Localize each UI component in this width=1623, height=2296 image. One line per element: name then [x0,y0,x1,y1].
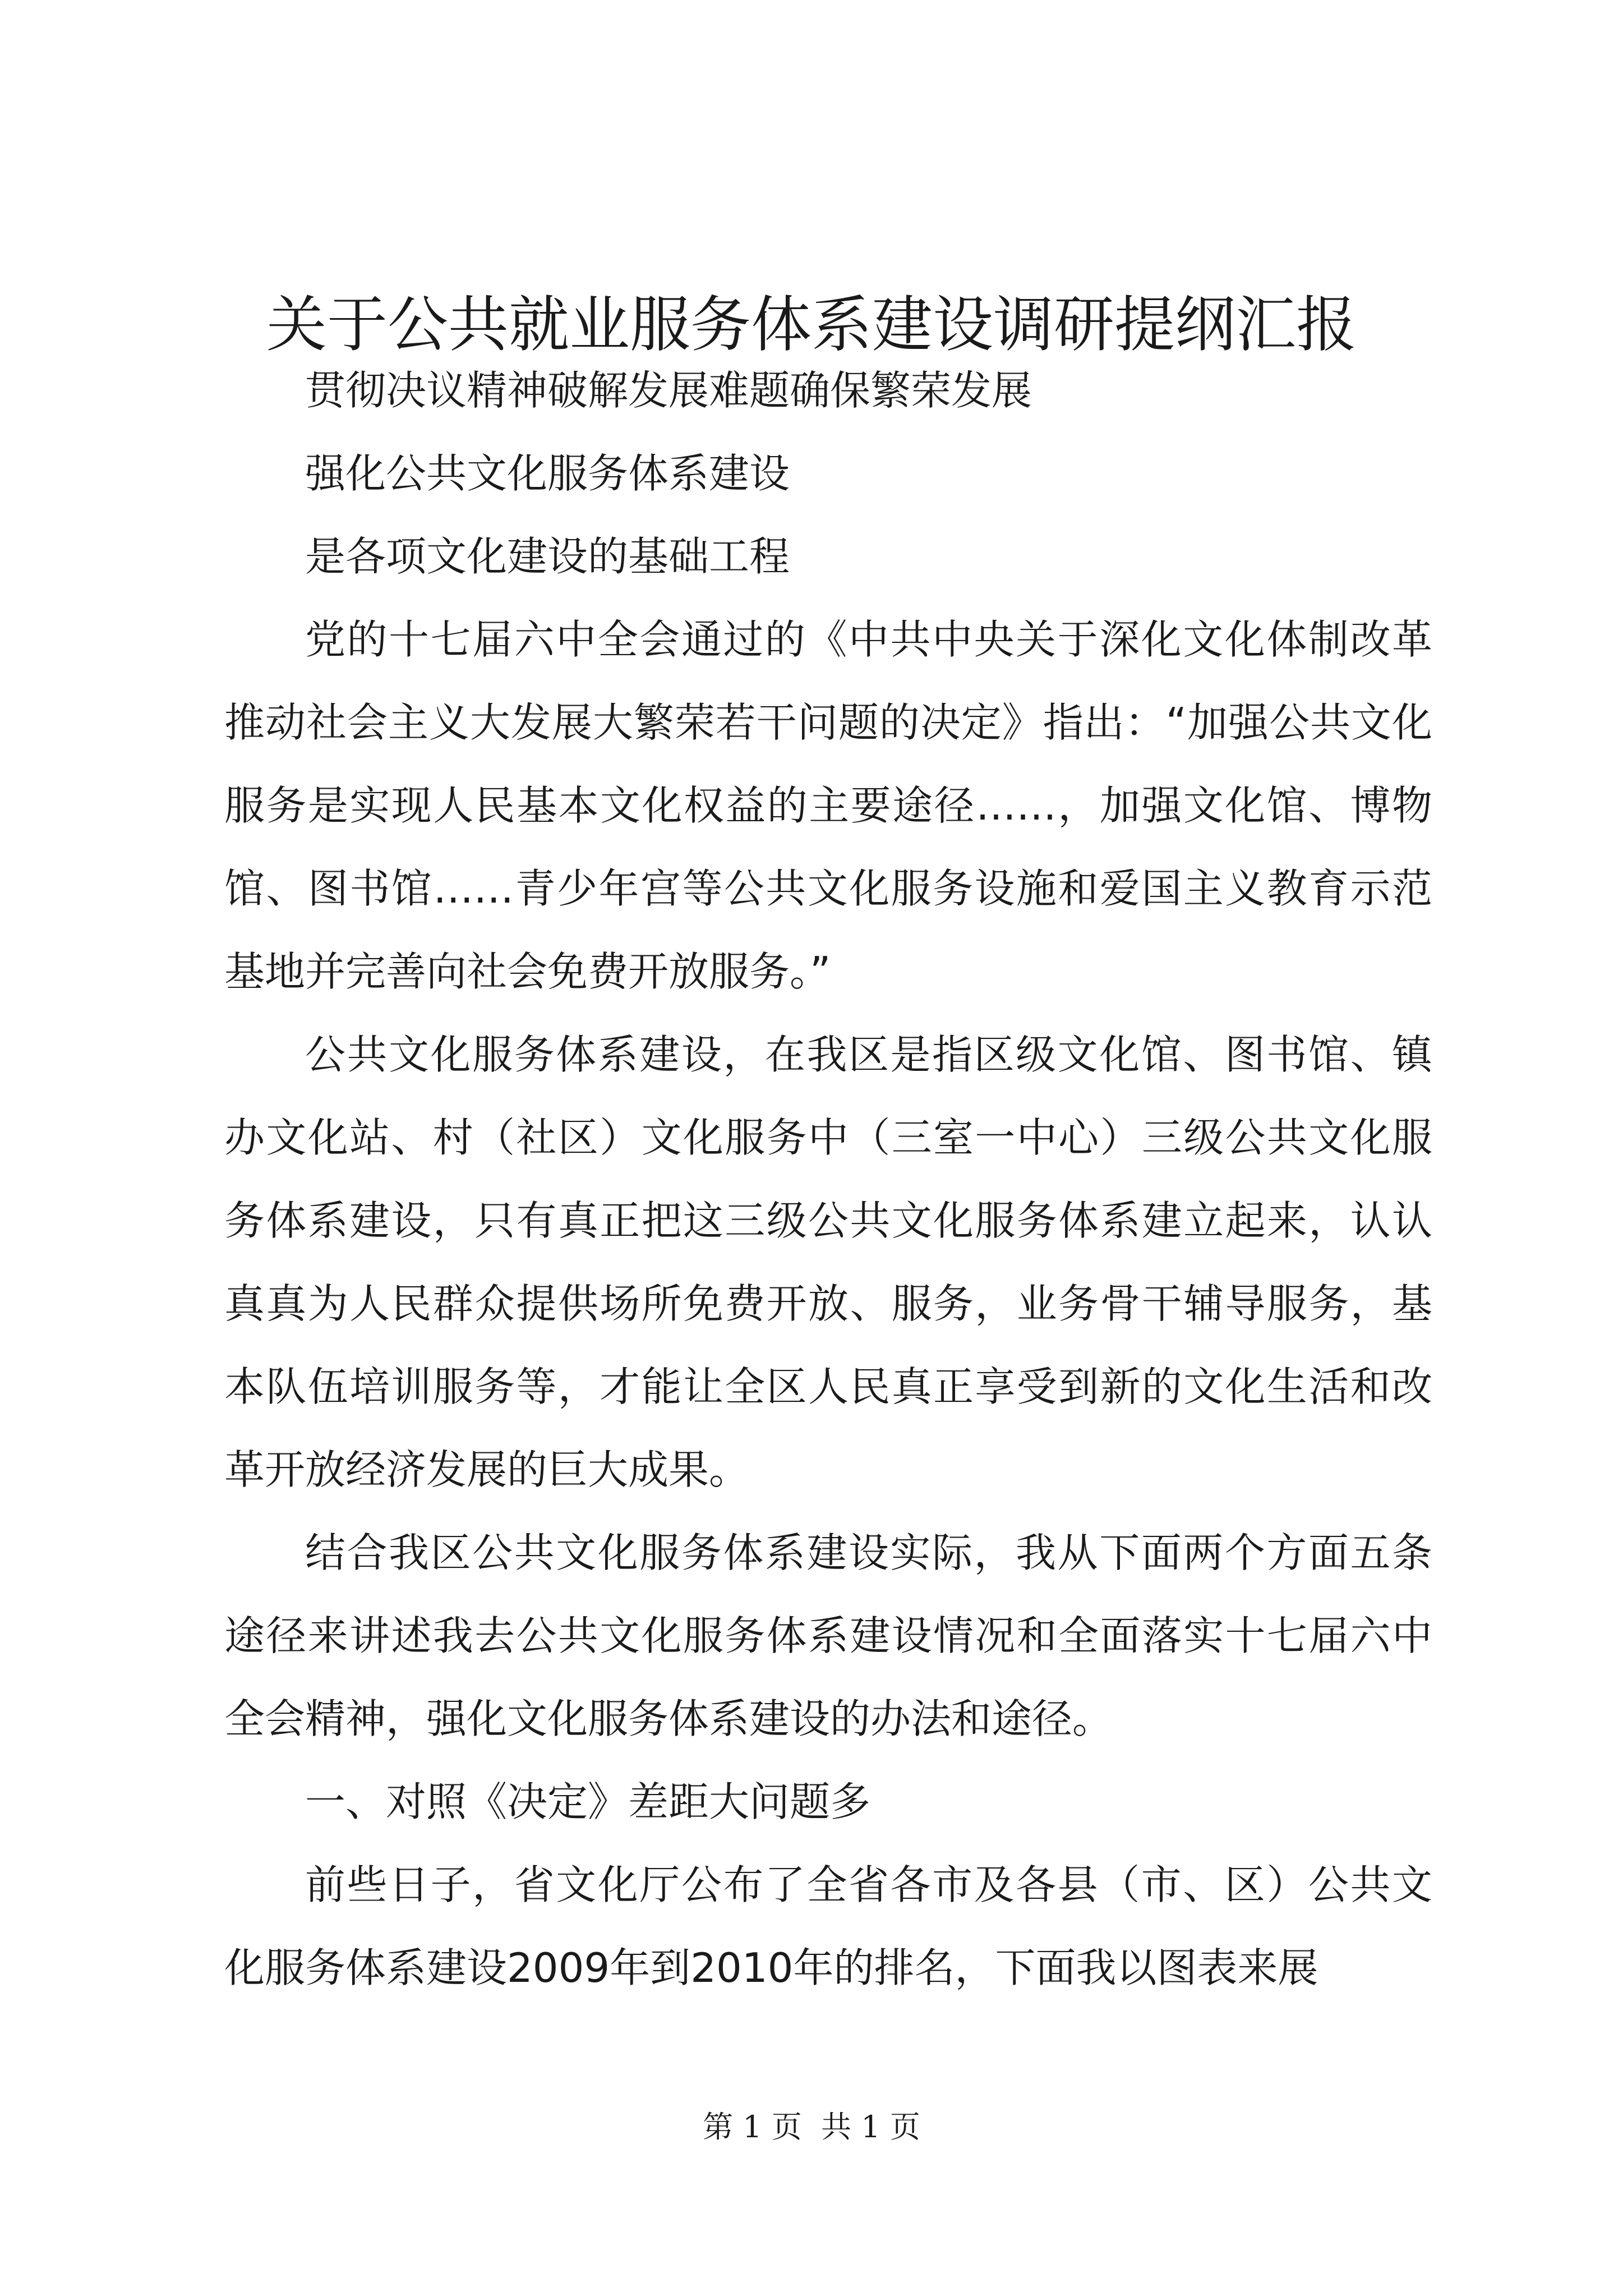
paragraph-6: 结合我区公共文化服务体系建设实际，我从下面两个方面五条途径来讲述我去公共文化服务体系建设情况和全面落实十七届六中全会精神，强化文化服务体系建设的办法和途径。 [224,1529,1432,1742]
paragraph-1: 贯彻决议精神破解发展难题确保繁荣发展 [305,367,1032,414]
document-body [224,349,1432,2009]
paragraph-5: 公共文化服务体系建设，在我区是指区级文化馆、图书馆、镇办文化站、村（社区）文化服务中（三室一中心）三级公共文化服务体系建设，只有真正把这三级公共文化服务体系建立起来，认认真真为人民群众提供场所免费开放、服务，业务骨干辅导服务，基本队伍培训服务等，才能让全区人民真正享受到新的文化生活和改革开放经济发展的巨大成果。 [224,1031,1432,1493]
page-footer: 第 1 页 共 1 页 [703,2109,920,2145]
paragraph-3: 是各项文化建设的基础工程 [305,533,790,580]
document-title: 关于公共就业服务体系建设调研提纲汇报 [266,290,1357,360]
paragraph-7: 前些日子，省文化厅公布了全省各市及各县（市、区）公共文化服务体系建设2009年到2010年的排名，下面我以图表来展 [224,1861,1432,1991]
section-heading-1: 一、对照《决定》差距大问题多 [305,1778,871,1825]
paragraph-4: 党的十七届六中全会通过的《中共中央关于深化文化体制改革推动社会主义大发展大繁荣若干问题的决定》指出：“加强公共文化服务是实现人民基本文化权益的主要途径……，加强文化馆、博物馆、图书馆……青少年宫等公共文化服务设施和爱国主义教育示范基地并完善向社会免费开放服务。” [224,616,1432,995]
paragraph-2: 强化公共文化服务体系建设 [305,450,790,497]
